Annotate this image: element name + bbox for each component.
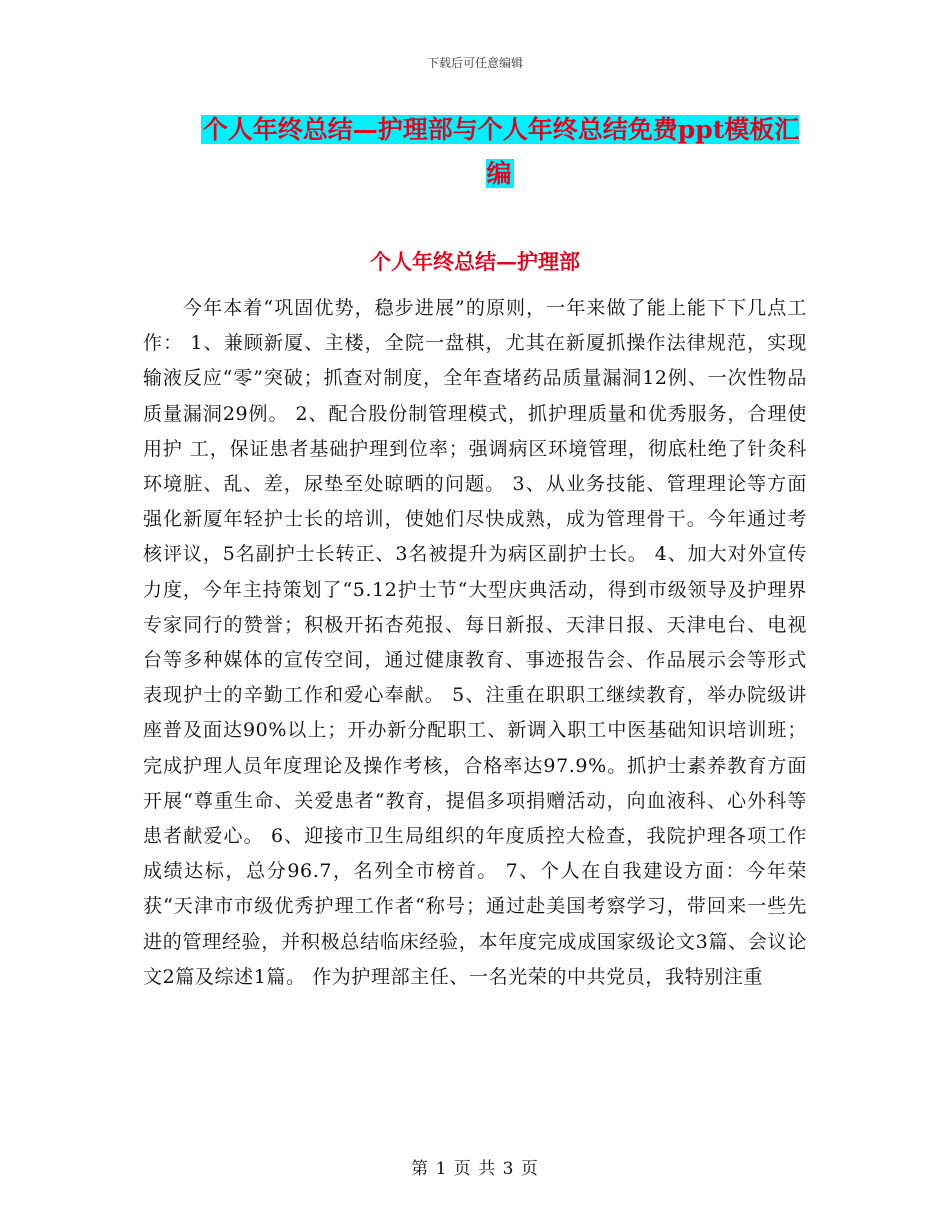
document-title-text: 个人年终总结—护理部与个人年终总结免费ppt模板汇编 [202, 115, 800, 188]
header-note: 下载后可任意编辑 [426, 56, 523, 70]
body-paragraph: 今年本着“巩固优势，稳步进展”的原则，一年来做了能上能下下几点工作： 1、兼顾新厦、主楼，全院一盘棋，尤其在新厦抓操作法律规范，实现输液反应“零”突破；抓查对制度，全年查堵药品质量漏洞12例、一次性物品质量漏洞29例。 2、配合股份制管理模式，抓护理质量和优秀服务，合理使用护 工，保证患者基础护理到位率；强调病区环境管理，彻底杜绝了针灸科环境脏、乱、差，尿垫至处晾晒的问题。 3、从业务技能、管理理论等方面强化新厦年轻护士长的培训，使她们尽快成熟，成为管理骨干。今年通过考核评议，5名副护士长转正、3名被提升为病区副护士长。 4、加大对外宣传力度，今年主持策划了“5.12护士节“大型庆典活动，得到市级领导及护理界专家同行的赞誉；积极开拓杏苑报、每日新报、天津日报、天津电台、电视台等多种媒体的宣传空间，通过健康教育、事迹报告会、作品展示会等形式表现护士的辛勤工作和爱心奉献。 5、注重在职职工继续教育，举办院级讲座普及面达90%以上；开办新分配职工、新调入职工中医基础知识培训班；完成护理人员年度理论及操作考核，合格率达97.9%。抓护士素养教育方面开展“尊重生命、关爱患者“教育，提倡多项捐赠活动，向血液科、心外科等患者献爱心。 6、迎接市卫生局组织的年度质控大检查，我院护理各项工作成绩达标，总分96.7，名列全市榜首。 7、个人在自我建设方面：今年荣获“天津市市级优秀护理工作者“称号；通过赴美国考察学习，带回来一些先进的管理经验，并积极总结临床经验，本年度完成成国家级论文3篇、会议论文2篇及综述1篇。 作为护理部主任、一名光荣的中共党员，我特别注重 [143, 297, 807, 988]
document-title [195, 108, 805, 196]
section-title: 个人年终总结—护理部 [370, 249, 580, 274]
page-footer: 第 1 页 共 3 页 [411, 1159, 539, 1179]
